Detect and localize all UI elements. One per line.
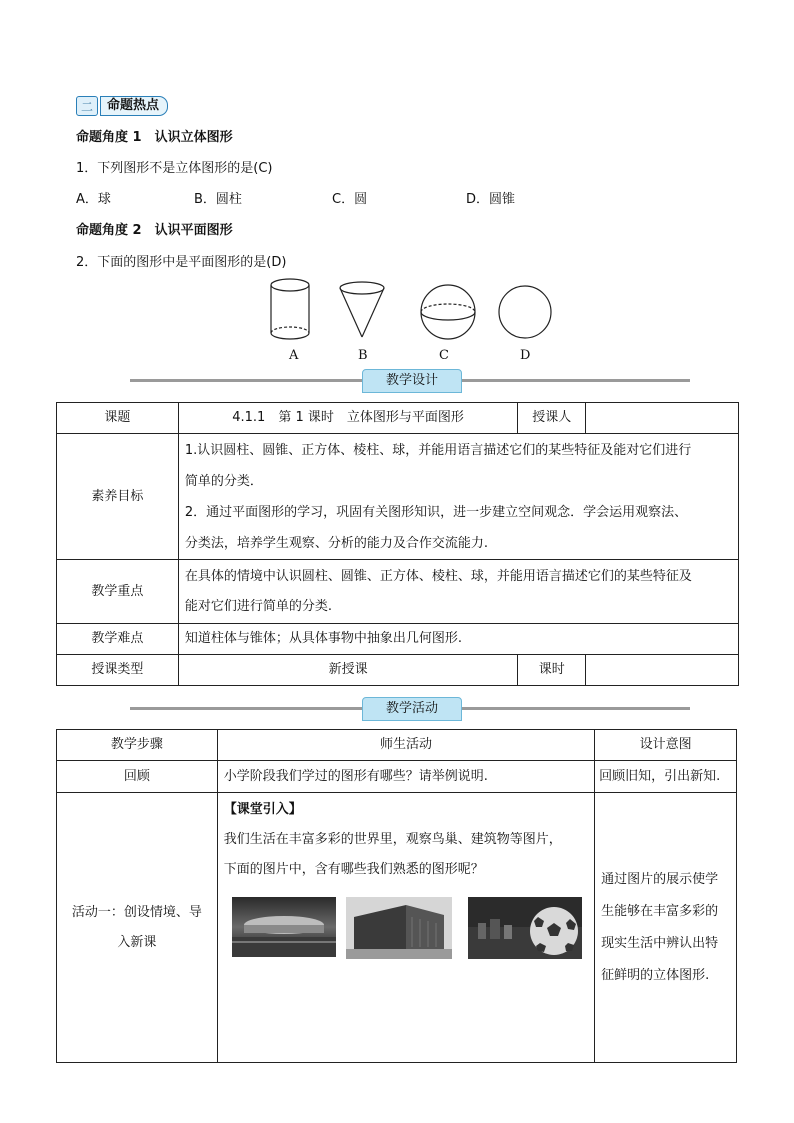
table-row <box>57 403 739 434</box>
section-badge-label: 命题热点 <box>100 96 168 116</box>
sphere-shape <box>421 285 475 339</box>
table-row <box>57 560 739 624</box>
act1-intent-line-1: 通过图片的展示使学 <box>601 871 719 887</box>
section-badge <box>76 96 168 116</box>
goal-1-line-1: 1.认识圆柱、圆锥、正方体、棱柱、球，并能用语言描述它们的某些特征及能对它们进行 <box>184 442 692 458</box>
hours-label: 课时 <box>518 655 586 686</box>
review-intent: 回顾旧知，引出新知. <box>595 761 737 793</box>
table-row <box>57 761 737 793</box>
q1-option-a: A．球 <box>76 192 111 207</box>
angle-1-heading: 命题角度 1 认识立体图形 <box>76 130 233 145</box>
shape-label-b: B <box>358 348 368 363</box>
table-row <box>57 730 737 761</box>
difficulty-value: 知道柱体与锥体；从具体事物中抽象出几何图形. <box>178 624 738 655</box>
shape-label-c: C <box>439 348 449 363</box>
table-row <box>57 434 739 560</box>
type-value: 新授课 <box>178 655 517 686</box>
table-row <box>57 655 739 686</box>
header-intent: 设计意图 <box>595 730 737 761</box>
topic-value: 4.1.1 第 1 课时 立体图形与平面图形 <box>178 403 517 434</box>
activity-banner-title: 教学活动 <box>362 697 462 721</box>
teacher-label: 授课人 <box>518 403 586 434</box>
key-line-2: 能对它们进行简单的分类. <box>184 598 332 614</box>
cone-shape <box>340 282 384 337</box>
shape-label-a: A <box>289 348 299 363</box>
angle-2-heading: 命题角度 2 认识平面图形 <box>76 223 233 238</box>
key-content <box>178 560 738 624</box>
design-banner-title: 教学设计 <box>362 369 462 393</box>
topic-label: 课题 <box>57 403 179 434</box>
circle-shape <box>499 286 551 338</box>
act1-step <box>57 793 218 1063</box>
shapes-figure <box>260 276 560 346</box>
intro-title: 【课堂引入】 <box>223 802 302 817</box>
intro-line-1: 我们生活在丰富多彩的世界里，观察鸟巢、建筑物等图片， <box>223 832 562 847</box>
act1-intent-line-2: 生能够在丰富多彩的 <box>601 903 719 919</box>
intro-line-2: 下面的图片中，含有哪些我们熟悉的图形呢？ <box>223 862 484 877</box>
football-sculpture-photo <box>468 897 582 959</box>
goal-2-line-1: 2．通过平面图形的学习，巩固有关图形知识，进一步建立空间观念．学会运用观察法、 <box>184 504 688 520</box>
activity-table <box>56 729 737 1063</box>
difficulty-label: 教学难点 <box>57 624 179 655</box>
design-table <box>56 402 739 686</box>
bird-nest-photo <box>232 897 336 957</box>
key-line-1: 在具体的情境中认识圆柱、圆锥、正方体、棱柱、球，并能用语言描述它们的某些特征及 <box>184 568 692 584</box>
question-1: 1．下列图形不是立体图形的是(C) <box>76 161 273 176</box>
review-activity: 小学阶段我们学过的图形有哪些？请举例说明. <box>217 761 594 793</box>
header-step: 教学步骤 <box>57 730 218 761</box>
q1-option-c: C．圆 <box>332 192 368 207</box>
section-badge-number: 二 <box>76 96 98 116</box>
act1-step-line-2: 入新课 <box>117 934 157 950</box>
q1-option-b: B．圆柱 <box>194 192 242 207</box>
shape-label-d: D <box>520 348 531 363</box>
cylinder-shape <box>271 279 309 339</box>
table-row <box>57 624 739 655</box>
header-activity: 师生活动 <box>217 730 594 761</box>
goals-content <box>178 434 738 560</box>
question-2: 2．下面的图形中是平面图形的是(D) <box>76 255 287 270</box>
act1-step-line-1: 活动一：创设情境、导 <box>71 904 202 920</box>
act1-intent-line-3: 现实生活中辨认出特 <box>601 935 719 951</box>
type-label: 授课类型 <box>57 655 179 686</box>
goals-label: 素养目标 <box>57 434 179 560</box>
hours-value <box>586 655 739 686</box>
key-label: 教学重点 <box>57 560 179 624</box>
act1-intent <box>595 793 737 1063</box>
teacher-value <box>586 403 739 434</box>
goal-1-line-2: 简单的分类． <box>184 473 263 489</box>
building-photo <box>346 897 452 959</box>
q1-option-d: D．圆锥 <box>466 192 516 207</box>
review-step: 回顾 <box>57 761 218 793</box>
act1-intent-line-4: 征鲜明的立体图形. <box>601 967 710 983</box>
goal-2-line-2: 分类法，培养学生观察、分析的能力及合作交流能力. <box>184 535 488 551</box>
